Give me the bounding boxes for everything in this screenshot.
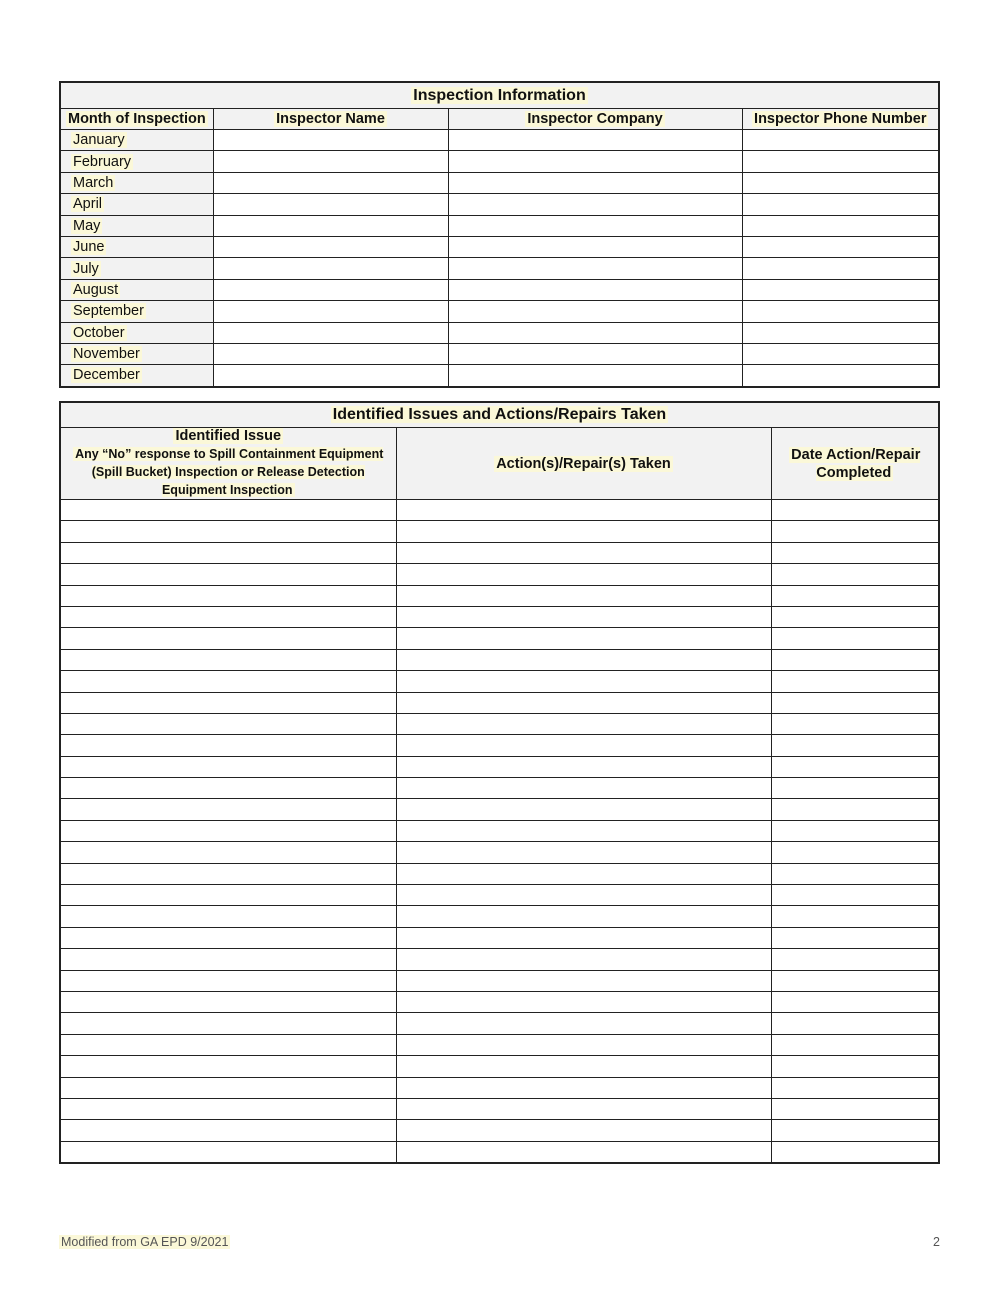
- month-cell: [60, 215, 213, 236]
- month-column-header: [60, 109, 213, 130]
- action-taken-cell[interactable]: [396, 628, 771, 649]
- inspector-name-column-header: [213, 109, 448, 130]
- issue-row: [60, 863, 939, 884]
- inspector-company-cell[interactable]: [448, 365, 742, 387]
- issue-row: [60, 885, 939, 906]
- inspector-phone-cell[interactable]: [742, 151, 939, 172]
- action-taken-cell[interactable]: [396, 885, 771, 906]
- date-completed-cell[interactable]: [771, 500, 939, 521]
- date-completed-cell[interactable]: [771, 735, 939, 756]
- action-taken-cell[interactable]: [396, 1013, 771, 1034]
- month-label: April: [73, 196, 103, 213]
- identified-issue-cell[interactable]: [60, 799, 396, 820]
- inspector-phone-cell[interactable]: [742, 172, 939, 193]
- actions-taken-header-label: Action(s)/Repair(s) Taken: [496, 455, 671, 472]
- inspector-phone-column-header: [742, 109, 939, 130]
- identified-issue-cell[interactable]: [60, 863, 396, 884]
- action-taken-cell[interactable]: [396, 735, 771, 756]
- identified-issue-cell[interactable]: [60, 1141, 396, 1163]
- action-taken-cell[interactable]: [396, 671, 771, 692]
- issue-row: [60, 606, 939, 627]
- issues-title-text: Identified Issues and Actions/Repairs Taken: [332, 406, 667, 423]
- month-label: October: [73, 324, 125, 341]
- action-taken-cell[interactable]: [396, 585, 771, 606]
- date-completed-cell[interactable]: [771, 885, 939, 906]
- month-label: September: [73, 303, 144, 320]
- inspection-row: [60, 322, 939, 343]
- identified-issue-cell[interactable]: [60, 1013, 396, 1034]
- month-cell: [60, 236, 213, 257]
- inspector-phone-cell[interactable]: [742, 194, 939, 215]
- footer-source-note: Modified from GA EPD 9/2021: [61, 1235, 229, 1249]
- issue-row: [60, 649, 939, 670]
- inspector-company-header-label: Inspector Company: [527, 111, 663, 127]
- inspection-row: [60, 172, 939, 193]
- date-completed-header-label: Date Action/Repair Completed: [791, 446, 921, 481]
- inspector-phone-cell[interactable]: [742, 215, 939, 236]
- month-cell: [60, 151, 213, 172]
- date-completed-cell[interactable]: [771, 585, 939, 606]
- inspector-phone-cell[interactable]: [742, 322, 939, 343]
- month-label: August: [73, 281, 119, 298]
- action-taken-cell[interactable]: [396, 820, 771, 841]
- action-taken-cell[interactable]: [396, 542, 771, 563]
- issue-row: [60, 1120, 939, 1141]
- inspector-company-cell[interactable]: [448, 215, 742, 236]
- identified-issue-cell[interactable]: [60, 756, 396, 777]
- identified-issue-header-label: Identified Issue: [175, 428, 282, 444]
- page-number: 2: [933, 1235, 940, 1249]
- action-taken-cell[interactable]: [396, 1077, 771, 1098]
- month-cell: [60, 322, 213, 343]
- identified-issue-cell[interactable]: [60, 628, 396, 649]
- inspection-row: [60, 343, 939, 364]
- issue-row: [60, 671, 939, 692]
- inspection-row: [60, 279, 939, 300]
- date-completed-cell[interactable]: [771, 927, 939, 948]
- identified-issue-cell[interactable]: [60, 606, 396, 627]
- inspection-row: [60, 130, 939, 151]
- identified-issue-note: Any “No” response to Spill Containment Equipment (Spill Bucket) Inspection or Release Detection Equipment Inspection: [75, 447, 384, 497]
- inspector-company-cell[interactable]: [448, 130, 742, 151]
- identified-issue-cell[interactable]: [60, 585, 396, 606]
- date-completed-cell[interactable]: [771, 1056, 939, 1077]
- inspector-name-cell[interactable]: [213, 236, 448, 257]
- action-taken-cell[interactable]: [396, 1141, 771, 1163]
- date-completed-cell[interactable]: [771, 1077, 939, 1098]
- date-completed-cell[interactable]: [771, 692, 939, 713]
- inspector-phone-cell[interactable]: [742, 301, 939, 322]
- action-taken-cell[interactable]: [396, 778, 771, 799]
- identified-issue-cell[interactable]: [60, 521, 396, 542]
- action-taken-cell[interactable]: [396, 649, 771, 670]
- issue-row: [60, 542, 939, 563]
- month-label: January: [73, 132, 125, 149]
- action-taken-cell[interactable]: [396, 863, 771, 884]
- inspection-row: [60, 151, 939, 172]
- issue-row: [60, 927, 939, 948]
- date-completed-cell[interactable]: [771, 1034, 939, 1055]
- issues-rows: [60, 500, 939, 1164]
- identified-issue-cell[interactable]: [60, 927, 396, 948]
- date-completed-cell[interactable]: [771, 949, 939, 970]
- issue-row: [60, 756, 939, 777]
- action-taken-cell[interactable]: [396, 949, 771, 970]
- date-completed-cell[interactable]: [771, 863, 939, 884]
- inspector-name-cell[interactable]: [213, 301, 448, 322]
- identified-issue-cell[interactable]: [60, 820, 396, 841]
- action-taken-cell[interactable]: [396, 500, 771, 521]
- action-taken-cell[interactable]: [396, 1120, 771, 1141]
- identified-issue-cell[interactable]: [60, 991, 396, 1012]
- month-label: May: [73, 217, 101, 234]
- date-completed-cell[interactable]: [771, 799, 939, 820]
- inspector-name-cell[interactable]: [213, 194, 448, 215]
- inspection-table-title: [60, 82, 939, 109]
- identified-issue-cell[interactable]: [60, 649, 396, 670]
- inspection-row: [60, 194, 939, 215]
- issue-row: [60, 970, 939, 991]
- action-taken-cell[interactable]: [396, 521, 771, 542]
- date-completed-cell[interactable]: [771, 1141, 939, 1163]
- identified-issue-cell[interactable]: [60, 1056, 396, 1077]
- identified-issue-cell[interactable]: [60, 692, 396, 713]
- identified-issue-cell[interactable]: [60, 885, 396, 906]
- date-completed-cell[interactable]: [771, 671, 939, 692]
- actions-taken-column-header: [396, 428, 771, 500]
- inspector-name-cell[interactable]: [213, 130, 448, 151]
- month-cell: [60, 130, 213, 151]
- issues-table-title: [60, 402, 939, 428]
- identified-issue-cell[interactable]: [60, 1034, 396, 1055]
- identified-issue-cell[interactable]: [60, 1077, 396, 1098]
- month-header-label: Month of Inspection: [68, 111, 206, 127]
- inspector-company-cell[interactable]: [448, 151, 742, 172]
- issue-row: [60, 628, 939, 649]
- inspector-name-cell[interactable]: [213, 172, 448, 193]
- action-taken-cell[interactable]: [396, 713, 771, 734]
- issue-row: [60, 521, 939, 542]
- date-completed-cell[interactable]: [771, 756, 939, 777]
- issue-row: [60, 906, 939, 927]
- date-completed-cell[interactable]: [771, 649, 939, 670]
- date-completed-cell[interactable]: [771, 991, 939, 1012]
- issue-row: [60, 820, 939, 841]
- action-taken-cell[interactable]: [396, 991, 771, 1012]
- identified-issue-cell[interactable]: [60, 671, 396, 692]
- inspector-company-cell[interactable]: [448, 301, 742, 322]
- identified-issue-cell[interactable]: [60, 713, 396, 734]
- inspector-phone-cell[interactable]: [742, 236, 939, 257]
- inspector-name-cell[interactable]: [213, 322, 448, 343]
- inspector-company-cell[interactable]: [448, 279, 742, 300]
- date-completed-cell[interactable]: [771, 820, 939, 841]
- inspector-name-cell[interactable]: [213, 365, 448, 387]
- date-completed-cell[interactable]: [771, 970, 939, 991]
- date-completed-cell[interactable]: [771, 906, 939, 927]
- inspector-phone-cell[interactable]: [742, 279, 939, 300]
- inspector-company-cell[interactable]: [448, 172, 742, 193]
- date-completed-cell[interactable]: [771, 542, 939, 563]
- issue-row: [60, 949, 939, 970]
- date-completed-cell[interactable]: [771, 1120, 939, 1141]
- identified-issue-cell[interactable]: [60, 949, 396, 970]
- action-taken-cell[interactable]: [396, 799, 771, 820]
- inspector-phone-cell[interactable]: [742, 258, 939, 279]
- issue-row: [60, 1098, 939, 1119]
- identified-issue-cell[interactable]: [60, 778, 396, 799]
- date-completed-cell[interactable]: [771, 778, 939, 799]
- inspector-company-cell[interactable]: [448, 258, 742, 279]
- issues-actions-table: [59, 401, 940, 1164]
- identified-issue-cell[interactable]: [60, 564, 396, 585]
- inspector-name-cell[interactable]: [213, 258, 448, 279]
- identified-issue-column-header: [60, 428, 396, 500]
- inspector-name-cell[interactable]: [213, 215, 448, 236]
- date-completed-cell[interactable]: [771, 1098, 939, 1119]
- action-taken-cell[interactable]: [396, 906, 771, 927]
- inspector-company-cell[interactable]: [448, 343, 742, 364]
- inspector-phone-cell[interactable]: [742, 365, 939, 387]
- issue-row: [60, 842, 939, 863]
- inspection-title-text: Inspection Information: [413, 86, 586, 104]
- issue-row: [60, 500, 939, 521]
- date-completed-cell[interactable]: [771, 1013, 939, 1034]
- issue-row: [60, 1034, 939, 1055]
- date-completed-cell[interactable]: [771, 564, 939, 585]
- identified-issue-cell[interactable]: [60, 1098, 396, 1119]
- action-taken-cell[interactable]: [396, 927, 771, 948]
- inspection-row: [60, 258, 939, 279]
- identified-issue-cell[interactable]: [60, 970, 396, 991]
- inspector-company-cell[interactable]: [448, 322, 742, 343]
- issue-row: [60, 778, 939, 799]
- date-completed-column-header: [771, 428, 939, 500]
- inspector-phone-cell[interactable]: [742, 343, 939, 364]
- date-completed-cell[interactable]: [771, 628, 939, 649]
- issue-row: [60, 564, 939, 585]
- date-completed-cell[interactable]: [771, 521, 939, 542]
- month-label: February: [73, 153, 132, 170]
- issue-row: [60, 799, 939, 820]
- month-cell: [60, 172, 213, 193]
- inspection-row: [60, 236, 939, 257]
- inspector-name-cell[interactable]: [213, 343, 448, 364]
- date-completed-cell[interactable]: [771, 713, 939, 734]
- action-taken-cell[interactable]: [396, 842, 771, 863]
- inspector-company-cell[interactable]: [448, 194, 742, 215]
- issue-row: [60, 585, 939, 606]
- action-taken-cell[interactable]: [396, 1034, 771, 1055]
- month-label: December: [73, 367, 140, 384]
- identified-issue-cell[interactable]: [60, 735, 396, 756]
- identified-issue-cell[interactable]: [60, 542, 396, 563]
- month-label: June: [73, 239, 105, 256]
- issue-row: [60, 991, 939, 1012]
- issue-row: [60, 1013, 939, 1034]
- inspector-company-column-header: [448, 109, 742, 130]
- action-taken-cell[interactable]: [396, 692, 771, 713]
- month-label: March: [73, 174, 114, 191]
- inspection-row: [60, 365, 939, 387]
- inspection-row: [60, 301, 939, 322]
- identified-issue-cell[interactable]: [60, 500, 396, 521]
- issue-row: [60, 1077, 939, 1098]
- inspector-name-cell[interactable]: [213, 279, 448, 300]
- action-taken-cell[interactable]: [396, 756, 771, 777]
- action-taken-cell[interactable]: [396, 564, 771, 585]
- issue-row: [60, 713, 939, 734]
- month-cell: [60, 279, 213, 300]
- month-cell: [60, 301, 213, 322]
- identified-issue-cell[interactable]: [60, 906, 396, 927]
- issue-row: [60, 1056, 939, 1077]
- identified-issue-cell[interactable]: [60, 1120, 396, 1141]
- identified-issue-cell[interactable]: [60, 842, 396, 863]
- month-cell: [60, 258, 213, 279]
- action-taken-cell[interactable]: [396, 1098, 771, 1119]
- month-label: November: [73, 346, 140, 363]
- inspection-rows: [60, 130, 939, 387]
- issue-row: [60, 692, 939, 713]
- inspector-company-cell[interactable]: [448, 236, 742, 257]
- inspector-name-header-label: Inspector Name: [276, 111, 385, 127]
- inspector-phone-header-label: Inspector Phone Number: [754, 111, 927, 127]
- inspector-name-cell[interactable]: [213, 151, 448, 172]
- date-completed-cell[interactable]: [771, 842, 939, 863]
- month-cell: [60, 343, 213, 364]
- inspector-phone-cell[interactable]: [742, 130, 939, 151]
- month-label: July: [73, 260, 99, 277]
- action-taken-cell[interactable]: [396, 606, 771, 627]
- issue-row: [60, 735, 939, 756]
- action-taken-cell[interactable]: [396, 970, 771, 991]
- issue-row: [60, 1141, 939, 1163]
- month-cell: [60, 365, 213, 387]
- date-completed-cell[interactable]: [771, 606, 939, 627]
- inspection-information-table: [59, 81, 940, 388]
- inspection-row: [60, 215, 939, 236]
- action-taken-cell[interactable]: [396, 1056, 771, 1077]
- month-cell: [60, 194, 213, 215]
